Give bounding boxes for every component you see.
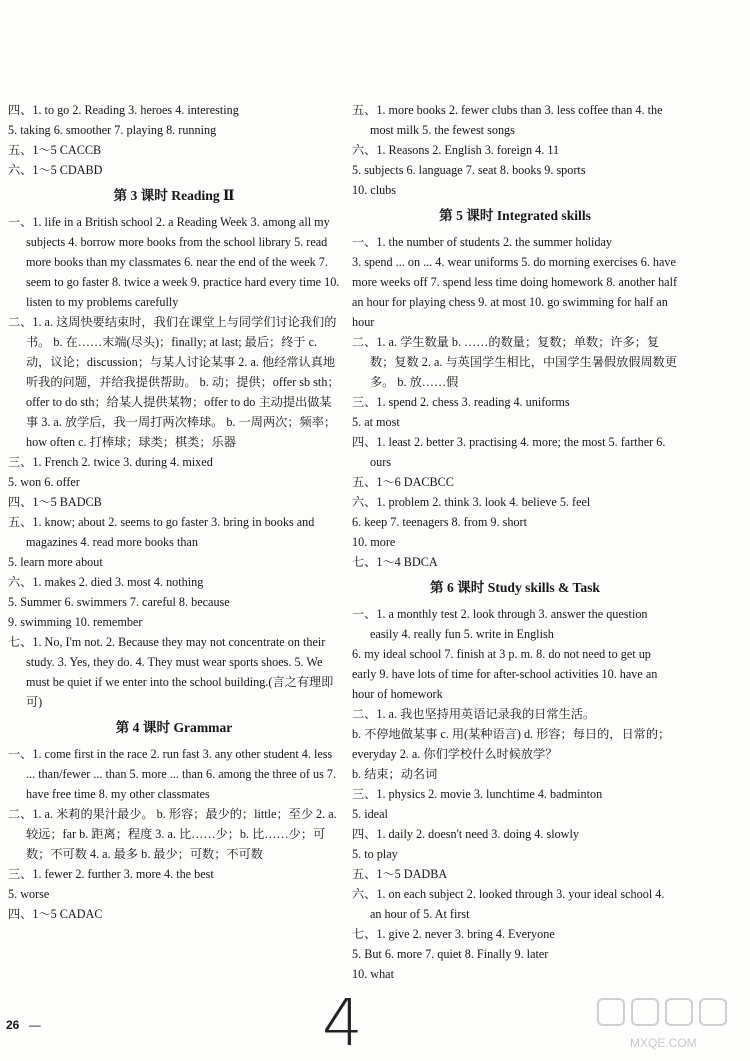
answer-line: 五、1. know; about 2. seems to go faster 3. bring in books and magazines 4. read more books than — [8, 515, 315, 549]
page-number: 26 — [6, 1018, 20, 1032]
answer-line: 9. swimming 10. remember — [8, 615, 143, 629]
answer-line: 二、1. a. 我也坚持用英语记录我的日常生活。 — [352, 707, 596, 721]
answer-line: 四、1～5 BADCB — [8, 495, 102, 509]
answer-line: 6. keep 7. teenagers 8. from 9. short — [352, 515, 527, 529]
watermark-logo — [590, 995, 748, 1055]
answer-line: 一、1. the number of students 2. the summer holiday — [352, 235, 612, 249]
answer-line: 七、1. No, I'm not. 2. Because they may not concentrate on their study. 3. Yes, they do. 4. They must wear sports shoes. 5. We must be quiet if we enter into the school building.(言之有理即可) — [8, 635, 334, 709]
lesson-heading: 第 6 课时 Study skills & Task — [430, 580, 600, 595]
handwritten-mark: 4 — [322, 987, 363, 1061]
answer-line: 3. spend ... on ... 4. wear uniforms 5. do morning exercises 6. have more weeks off 7. spend less time doing homework 8. another half an hour for playing chess 9. at most 10. go swimming for half an hour — [352, 255, 678, 329]
answer-line: 五、1～6 DACBCC — [352, 475, 454, 489]
answer-line: 六、1. Reasons 2. English 3. foreign 4. 11 — [352, 143, 560, 157]
answer-line: 5. at most — [352, 415, 400, 429]
answer-line: 六、1～5 CDABD — [8, 163, 103, 177]
answer-line: 一、1. a monthly test 2. look through 3. answer the question easily 4. really fun 5. write in English — [352, 607, 648, 641]
right-column — [352, 100, 678, 984]
answer-line: 四、1. least 2. better 3. practising 4. more; the most 5. farther 6. ours — [352, 435, 666, 469]
answer-line: 10. clubs — [352, 183, 397, 197]
answer-line: 三、1. fewer 2. further 3. more 4. the best — [8, 867, 214, 881]
lesson-heading: 第 4 课时 Grammar — [115, 720, 233, 735]
answer-line: 5. But 6. more 7. quiet 8. Finally 9. later — [352, 947, 549, 961]
answer-line: 二、1. a. 米莉的果汁最少。 b. 形容；最少的；little；至少 2. a. 较远；far b. 距离；程度 3. a. 比……少；b. 比……少；可数；不可数 4. a. 最多 b. 最少；可数；不可数 — [8, 807, 337, 861]
answer-line: 5. to play — [352, 847, 398, 861]
answer-line: 六、1. makes 2. died 3. most 4. nothing — [8, 575, 204, 589]
answer-line: 6. my ideal school 7. finish at 3 p. m. 8. do not need to get up early 9. have lots of time for after-school activities 10. have an hour of homework — [352, 647, 658, 701]
watermark-text: MXQE.COM — [630, 1036, 697, 1050]
answer-line: 10. what — [352, 967, 394, 981]
answer-line: 四、1～5 CADAC — [8, 907, 103, 921]
answer-line: 四、1. to go 2. Reading 3. heroes 4. interesting — [8, 103, 239, 117]
lesson-heading: 第 5 课时 Integrated skills — [439, 208, 591, 223]
left-column — [8, 100, 340, 924]
answer-line: 5. subjects 6. language 7. seat 8. books 9. sports — [352, 163, 586, 177]
answer-line: 5. Summer 6. swimmers 7. careful 8. because — [8, 595, 230, 609]
lesson-heading: 第 3 课时 Reading Ⅱ — [113, 188, 235, 203]
answer-line: 10. more — [352, 535, 396, 549]
answer-line: 五、1～5 CACCB — [8, 143, 102, 157]
answer-line: 二、1. a. 学生数量 b. ……的数量；复数；单数；许多；复数；复数 2. a. 与英国学生相比，中国学生暑假放假周数更多。 b. 放……假 — [352, 335, 678, 389]
page-footer — [6, 1018, 41, 1032]
answer-line: 5. worse — [8, 887, 50, 901]
answer-line: 五、1. more books 2. fewer clubs than 3. less coffee than 4. the most milk 5. the fewest songs — [352, 103, 663, 137]
answer-line: 5. ideal — [352, 807, 388, 821]
answer-line: 四、1. daily 2. doesn't need 3. doing 4. slowly — [352, 827, 579, 841]
answer-line: 七、1～4 BDCA — [352, 555, 438, 569]
answer-line: 5. taking 6. smoother 7. playing 8. running — [8, 123, 217, 137]
answer-line: 5. won 6. offer — [8, 475, 80, 489]
answer-line: 一、1. come first in the race 2. run fast 3. any other student 4. less ... than/fewer ... than 5. more ... than 6. among the three of us 7. have free time 8. my other classmates — [8, 747, 337, 801]
answer-line: 六、1. on each subject 2. looked through 3. your ideal school 4. an hour of 5. At first — [352, 887, 665, 921]
answer-line: 一、1. life in a British school 2. a Reading Week 3. among all my subjects 4. borrow more books from the school library 5. read more books than my classmates 6. near the end of the week 7. seem to go faster 8. twice a week 9. practice hard every time 10. listen to my problems carefully — [8, 215, 340, 309]
answer-line: b. 结束；动名词 — [352, 767, 438, 781]
answer-line: 七、1. give 2. never 3. bring 4. Everyone — [352, 927, 555, 941]
answer-line: 三、1. spend 2. chess 3. reading 4. uniforms — [352, 395, 570, 409]
answer-line: 二、1. a. 这周快要结束时，我们在课堂上与同学们讨论我们的书。 b. 在……末端(尽头)；finally; at last; 最后；终于 c. 动，议论；discussion；与某人讨论某事 2. a. 他经常认真地听我的问题，并给我提供帮助。 b. 动；提供；offer sb sth；offer to do sth；给某人提供某物；offer to do 主动提出做某事 3. a. 放学后，我一周打两次棒球。 b. 一周两次；频率；how often c. 打棒球；球类；棋类；乐器 — [8, 315, 340, 449]
answer-line: b. 不停地做某事 c. 用(某种语言) d. 形容；每日的，日常的；everyday 2. a. 你们学校什么时候放学？ — [352, 727, 671, 761]
answer-line: 5. learn more about — [8, 555, 103, 569]
answer-line: 三、1. French 2. twice 3. during 4. mixed — [8, 455, 213, 469]
answer-line: 三、1. physics 2. movie 3. lunchtime 4. badminton — [352, 787, 603, 801]
footer-dash: — — [28, 1018, 41, 1032]
answer-line: 六、1. problem 2. think 3. look 4. believe 5. feel — [352, 495, 591, 509]
answer-line: 五、1～5 DADBA — [352, 867, 448, 881]
